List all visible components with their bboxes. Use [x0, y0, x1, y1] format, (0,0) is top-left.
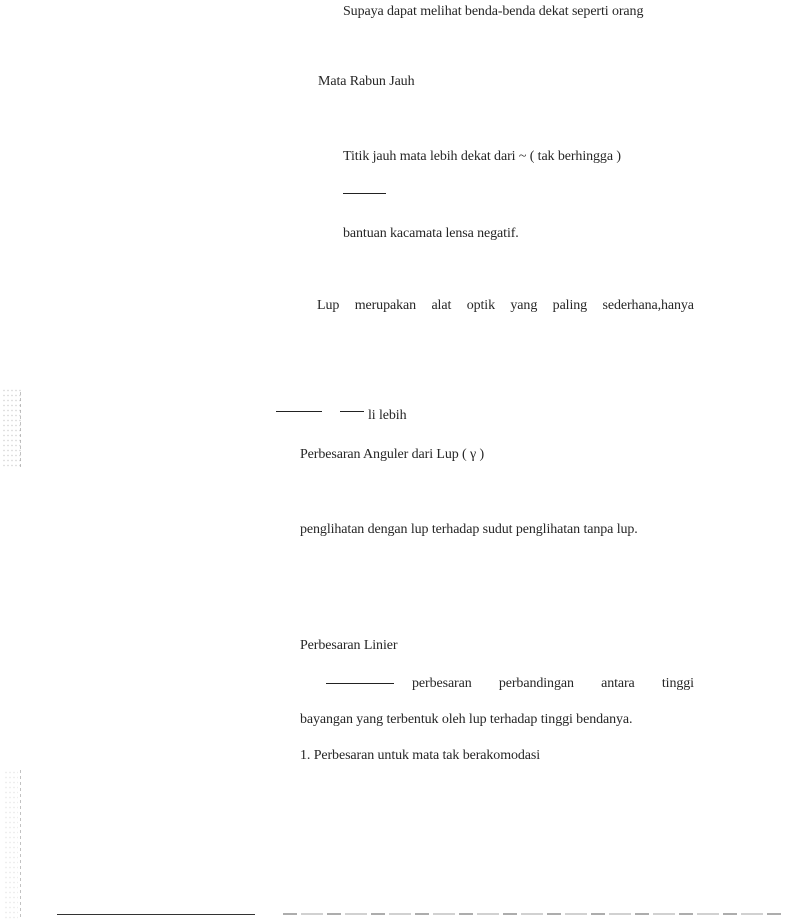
blank-line-2 — [276, 411, 322, 412]
blank-line-1 — [343, 193, 386, 194]
blank-line-3 — [340, 411, 364, 412]
word: merupakan — [354, 298, 416, 313]
text-line-5 — [317, 297, 694, 315]
word: tinggi — [661, 676, 694, 691]
scan-edge-artifact — [283, 913, 785, 915]
scan-speckle-bottom — [4, 770, 18, 920]
margin-mark-top — [20, 392, 21, 470]
margin-mark-bottom — [20, 770, 21, 920]
word: Lup — [317, 298, 340, 313]
word: antara — [601, 676, 635, 691]
word: optik — [466, 298, 495, 313]
heading-perbesaran-linier: Perbesaran Linier — [300, 638, 398, 653]
text-line-8: penglihatan dengan lup terhadap sudut penglihatan tanpa lup. — [300, 522, 638, 537]
text-line-10 — [412, 675, 694, 693]
heading-perbesaran-anguler: Perbesaran Anguler dari Lup ( γ ) — [300, 447, 485, 462]
word: perbesaran — [412, 676, 472, 691]
scan-speckle-top — [2, 388, 22, 468]
word: perbandingan — [498, 676, 574, 691]
heading-mata-rabun-jauh: Mata Rabun Jauh — [318, 74, 415, 89]
list-item-1: 1. Perbesaran untuk mata tak berakomodasi — [300, 748, 541, 763]
text-line-11: bayangan yang terbentuk oleh lup terhadap tinggi bendanya. — [300, 712, 633, 727]
word: alat — [431, 298, 452, 313]
text-line-1: Supaya dapat melihat benda-benda dekat seperti orang — [343, 4, 644, 19]
word: yang — [510, 298, 538, 313]
text-line-4: bantuan kacamata lensa negatif. — [343, 226, 519, 241]
text-line-3: Titik jauh mata lebih dekat dari ~ ( tak berhingga ) — [343, 149, 621, 164]
word: paling — [552, 298, 588, 313]
text-line-6: li lebih — [368, 408, 407, 423]
word: sederhana,hanya — [602, 298, 694, 313]
blank-line-4 — [326, 683, 394, 684]
footnote-rule — [57, 914, 255, 915]
